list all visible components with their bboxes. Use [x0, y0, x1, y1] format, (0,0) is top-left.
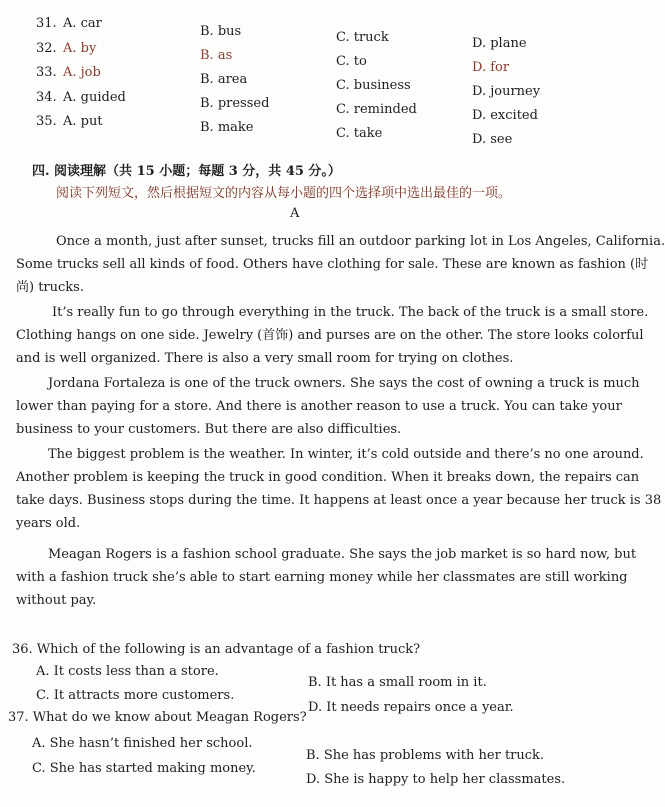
option-c: C. She has started making money. [32, 761, 256, 776]
passage-label: A [290, 206, 300, 221]
option-b: B. pressed [200, 96, 270, 111]
option-d: D. She is happy to help her classmates. [306, 772, 566, 787]
option-c: C. truck [336, 30, 389, 45]
passage-line: business to your customers. But there are also difficulties. [16, 422, 402, 437]
option-b: B. bus [200, 24, 242, 39]
item-number: 32. [36, 41, 57, 56]
option-c: C. take [336, 126, 383, 141]
option-b: B. make [200, 120, 254, 135]
option-b: B. It has a small room in it. [308, 675, 487, 690]
paragraph [16, 443, 662, 535]
item-number: 34. [36, 90, 57, 105]
option-d: D. It needs repairs once a year. [308, 700, 514, 715]
option-b: B. area [200, 72, 248, 87]
passage-line: Another problem is keeping the truck in good condition. When it breaks down, the repairs can [16, 470, 640, 485]
passage-line: take days. Business stops during the time. It happens at least once a year because her truck is 38 [16, 493, 662, 508]
option-a: A. She hasn’t finished her school. [32, 736, 253, 751]
option-c: C. business [336, 78, 411, 93]
option-d: D. see [472, 132, 513, 147]
question-stem: 37. What do we know about Meagan Rogers? [8, 710, 307, 725]
passage-line: Some trucks sell all kinds of food. Others have clothing for sale. These are known as fashion (时 [16, 257, 649, 272]
option-d: D. plane [472, 36, 527, 51]
passage-line: with a fashion truck she’s able to start earning money while her classmates are still working [16, 570, 628, 585]
option-b: B. She has problems with her truck. [306, 748, 545, 763]
passage-line: and is well organized. There is also a very small room for trying on clothes. [16, 351, 514, 366]
option-c: C. reminded [336, 102, 417, 117]
passage-line: Once a month, just after sunset, trucks fill an outdoor parking lot in Los Angeles, California. [56, 234, 665, 249]
option-b: B. as [200, 48, 233, 63]
item-number: 35. [36, 114, 57, 129]
section-instruction: 阅读下列短文，然后根据短文的内容从每小题的四个选择项中选出最佳的一项。 [56, 186, 512, 201]
option-a: A. put [63, 114, 103, 129]
item-number: 33. [36, 65, 57, 80]
passage [16, 230, 665, 612]
section-heading: 四. 阅读理解（共 15 小题；每题 3 分，共 45 分。） [32, 164, 341, 179]
option-a: A. by [63, 41, 97, 56]
option-a: A. job [63, 65, 101, 80]
paragraph [16, 372, 640, 441]
item-number: 31. [36, 16, 57, 31]
option-d: D. journey [472, 84, 541, 99]
question-stem: 36. Which of the following is an advantage of a fashion truck? [12, 642, 421, 657]
option-a: A. car [63, 16, 102, 31]
option-a: A. It costs less than a store. [36, 664, 219, 679]
option-d: D. for [472, 60, 510, 75]
option-c: C. It attracts more customers. [36, 688, 235, 703]
paragraph [16, 543, 637, 612]
paragraph [16, 301, 649, 370]
paragraph [16, 230, 665, 299]
option-a: A. guided [63, 90, 126, 105]
passage-line: Jordana Fortaleza is one of the truck owners. She says the cost of owning a truck is much [48, 376, 640, 391]
passage-line: lower than paying for a store. And there is another reason to use a truck. You can take your [16, 399, 622, 414]
passage-line: 尚) trucks. [16, 280, 84, 295]
passage-line: The biggest problem is the weather. In winter, it’s cold outside and there’s no one around. [48, 447, 644, 462]
option-d: D. excited [472, 108, 538, 123]
option-c: C. to [336, 54, 367, 69]
passage-line: without pay. [16, 593, 97, 608]
passage-line: Meagan Rogers is a fashion school graduate. She says the job market is so hard now, but [48, 547, 637, 562]
passage-line: Clothing hangs on one side. Jewelry (首饰) and purses are on the other. The store looks colorful [16, 328, 644, 343]
passage-line: years old. [16, 516, 81, 531]
passage-line: It’s really fun to go through everything in the truck. The back of the truck is a small store. [52, 305, 649, 320]
